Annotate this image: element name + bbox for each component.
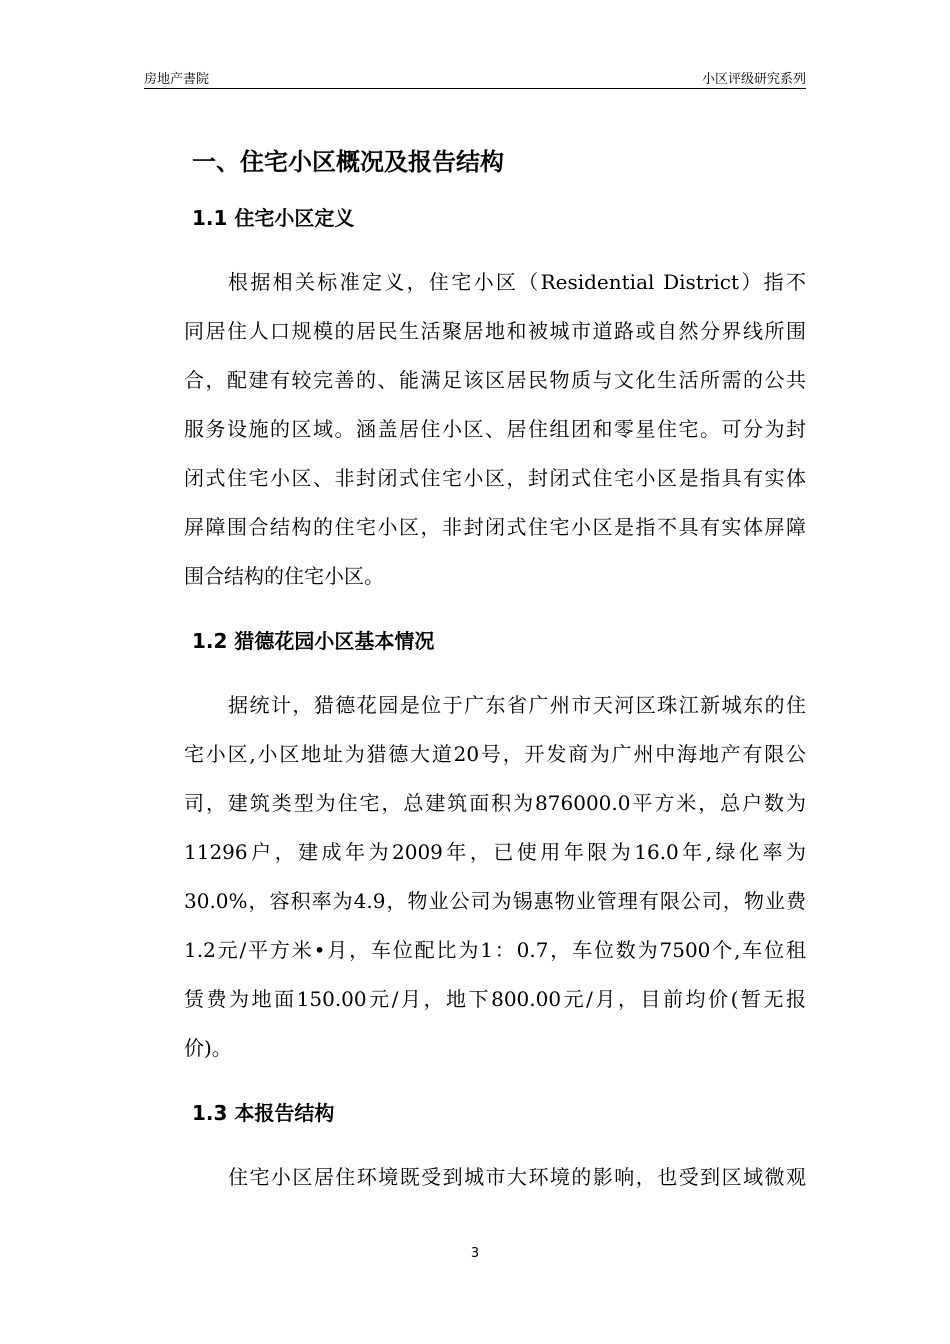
header-left-text: 房地产書院 xyxy=(144,72,210,87)
paragraph-line: 1.2元/平方米•月，车位配比为1：0.7，车位数为7500个,车位租 xyxy=(184,938,806,962)
paragraph-line: 据统计，猎德花园是位于广东省广州市天河区珠江新城东的住 xyxy=(228,693,806,717)
paragraph-line: 闭式住宅小区、非封闭式住宅小区，封闭式住宅小区是指具有实体 xyxy=(184,466,806,490)
paragraph-line: 同居住人口规模的居民生活聚居地和被城市道路或自然分界线所围 xyxy=(184,319,806,343)
page-header xyxy=(144,68,806,89)
paragraph-line: 住宅小区居住环境既受到城市大环境的影响，也受到区域微观 xyxy=(228,1165,806,1189)
paragraph-line: 合，配建有较完善的、能满足该区居民物质与文化生活所需的公共 xyxy=(184,368,806,392)
subsection-1-2-title: 1.2 猎德花园小区基本情况 xyxy=(192,629,435,653)
paragraph-line: 根据相关标准定义，住宅小区（Residential District）指不 xyxy=(228,270,806,294)
page-number: 3 xyxy=(470,1246,480,1261)
paragraph-line: 宅小区,小区地址为猎德大道20号，开发商为广州中海地产有限公 xyxy=(184,742,806,766)
subsection-1-2-paragraph xyxy=(144,681,806,1073)
subsection-1-1-title: 1.1 住宅小区定义 xyxy=(192,206,355,230)
paragraph-line: 司，建筑类型为住宅，总建筑面积为876000.0平方米，总户数为 xyxy=(184,791,806,815)
paragraph-line: 价)。 xyxy=(184,1036,232,1060)
page-content xyxy=(144,140,806,1202)
paragraph-line: 11296户，建成年为2009年，已使用年限为16.0年,绿化率为 xyxy=(184,840,806,864)
subsection-1-3-title: 1.3 本报告结构 xyxy=(192,1101,335,1125)
paragraph-line: 屏障围合结构的住宅小区，非封闭式住宅小区是指不具有实体屏障 xyxy=(184,515,806,539)
paragraph-line: 赁费为地面150.00元/月，地下800.00元/月，目前均价(暂无报 xyxy=(184,987,806,1011)
subsection-1-3-paragraph xyxy=(144,1153,806,1202)
header-right-text: 小区评级研究系列 xyxy=(701,72,806,87)
subsection-1-1-paragraph xyxy=(144,258,806,601)
paragraph-line: 围合结构的住宅小区。 xyxy=(184,564,384,588)
paragraph-line: 服务设施的区域。涵盖居住小区、居住组团和零星住宅。可分为封 xyxy=(184,417,806,441)
paragraph-line: 30.0%，容积率为4.9，物业公司为锡惠物业管理有限公司，物业费 xyxy=(184,889,806,913)
section-title: 一、住宅小区概况及报告结构 xyxy=(192,148,504,176)
